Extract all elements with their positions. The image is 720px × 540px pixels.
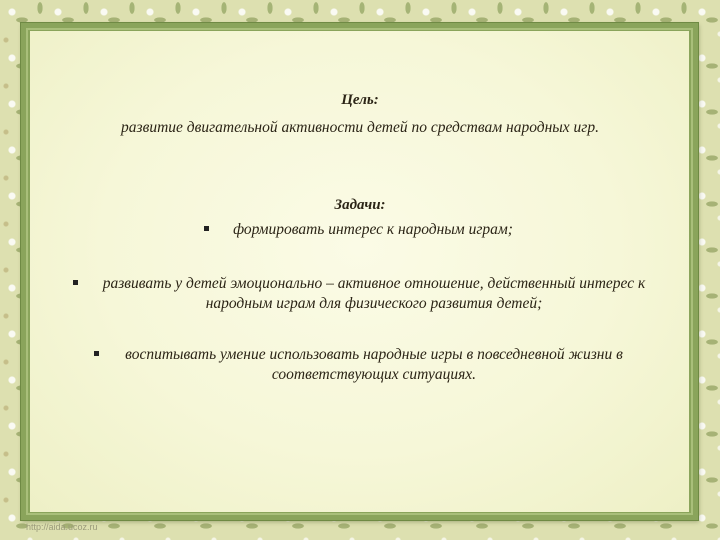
task-item-2-line-2: народным играм для физического развития детей; [205, 295, 543, 312]
goal-heading: Цель: [341, 92, 379, 108]
goal-text: развитие двигательной активности детей по средствам народных игр. [121, 119, 599, 136]
task-item-3-line-2: соответствующих ситуациях. [271, 366, 477, 383]
task-item-3-line-1: воспитывать умение использовать народные игры в повседневной жизни в [125, 346, 623, 363]
task-item-1-line-1: формировать интерес к народным играм; [233, 221, 513, 238]
tasks-heading: Задачи: [334, 197, 386, 213]
watermark-text: http://aida.ucoz.ru [26, 522, 98, 532]
task-item-2-line-1: развивать у детей эмоционально – активное отношение, действенный интерес к [102, 275, 646, 292]
